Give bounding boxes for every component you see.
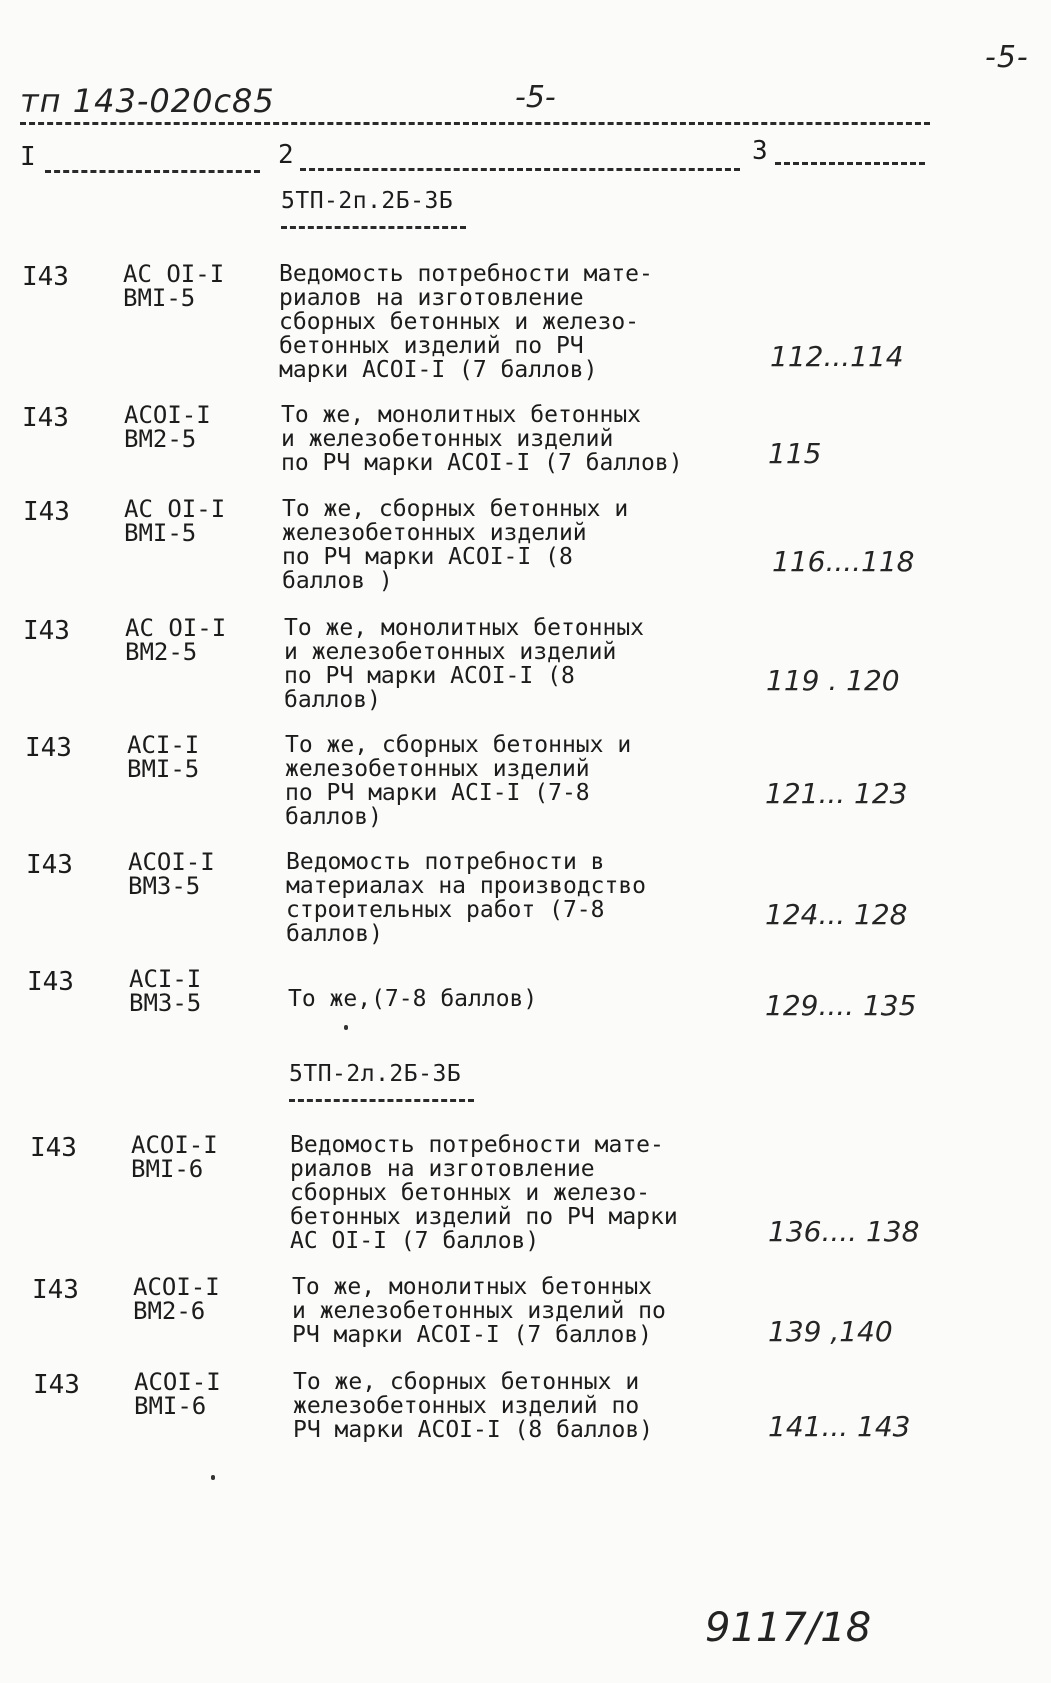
row-number: I43: [22, 262, 69, 292]
row-description: [285, 733, 631, 829]
page-number: -5-: [515, 80, 556, 115]
description-line: То же, монолитных бетонных: [281, 402, 642, 428]
description-line: Ведомость потребности мате-: [279, 261, 653, 287]
code-line: АСОI-I: [133, 1273, 220, 1301]
code-line: АС ОI-I: [125, 614, 227, 642]
code-line: АСОI-I: [124, 401, 211, 429]
row-number: I43: [30, 1133, 77, 1163]
code-line: АС ОI-I: [124, 495, 226, 523]
description-line: по РЧ марки АСОI-I (7 баллов): [281, 450, 683, 476]
column-divider: [300, 168, 740, 171]
description-line: и железобетонных изделий: [284, 639, 617, 665]
row-number: I43: [22, 403, 69, 433]
handwritten-inventory-number: 9117/18: [705, 1605, 872, 1651]
column-divider: [45, 170, 260, 173]
row-description: [292, 1275, 666, 1347]
code-line: АСI-I: [129, 965, 202, 993]
row-description: [279, 262, 653, 382]
row-number: I43: [32, 1275, 79, 1305]
description-line: баллов): [285, 804, 382, 830]
page-range: 139 ,140: [768, 1315, 893, 1348]
page-range: 112...114: [770, 340, 904, 373]
description-line: баллов ): [282, 568, 393, 594]
description-line: То же, сборных бетонных и: [293, 1369, 640, 1395]
row-number: I43: [27, 967, 74, 997]
description-line: марки АСОI-I (7 баллов): [279, 357, 598, 383]
row-code: [133, 1275, 220, 1323]
code-line: АСI-I: [127, 731, 200, 759]
row-description: [293, 1370, 653, 1442]
description-line: по РЧ марки АСI-I (7-8: [285, 780, 590, 806]
row-description: [281, 403, 683, 475]
description-line: бетонных изделий по РЧ марки: [290, 1204, 678, 1230]
corner-page-number: -5-: [985, 40, 1029, 75]
description-line: и железобетонных изделий по: [292, 1298, 666, 1324]
page-range: 141... 143: [768, 1410, 911, 1443]
code-line: ВМ2-6: [133, 1297, 206, 1325]
description-line: баллов): [286, 921, 383, 947]
description-line: Ведомость потребности мате-: [290, 1132, 664, 1158]
description-line: РЧ марки АСОI-I (8 баллов): [293, 1417, 654, 1443]
row-code: [124, 497, 225, 545]
code-line: ВМI-6: [131, 1155, 204, 1183]
code-line: АС ОI-I: [123, 260, 225, 288]
description-line: То же, монолитных бетонных: [284, 615, 645, 641]
page-range: 119 . 120: [766, 664, 900, 697]
row-code: [123, 262, 224, 310]
column-divider: [775, 162, 925, 165]
description-line: по РЧ марки АСОI-I (8: [282, 544, 573, 570]
document-code: тп 143-020с85: [20, 82, 275, 120]
row-code: [129, 967, 201, 1015]
row-code: [131, 1133, 218, 1181]
row-description: [286, 850, 646, 946]
section-underline: [281, 226, 466, 229]
code-line: ВМ3-5: [129, 989, 202, 1017]
code-line: ВМI-6: [134, 1392, 207, 1420]
scan-speck: [344, 1025, 348, 1030]
row-code: [125, 616, 226, 664]
description-line: Ведомость потребности в: [286, 849, 605, 875]
row-code: [127, 733, 199, 781]
page-range: 116....118: [772, 545, 915, 578]
row-number: I43: [33, 1370, 80, 1400]
header-divider: [20, 122, 930, 125]
description-line: То же,(7-8 баллов): [288, 986, 538, 1012]
row-code: [124, 403, 211, 451]
row-code: [128, 850, 215, 898]
description-line: железобетонных изделий: [285, 756, 590, 782]
row-number: I43: [26, 850, 73, 880]
page-range: 124... 128: [765, 898, 908, 931]
scan-speck: [211, 1475, 215, 1480]
description-line: железобетонных изделий: [282, 520, 587, 546]
row-number: I43: [25, 733, 72, 763]
description-line: строительных работ (7-8: [286, 897, 605, 923]
row-description: [288, 987, 537, 1011]
page-range: 136.... 138: [768, 1215, 920, 1248]
description-line: То же, монолитных бетонных: [292, 1274, 653, 1300]
code-line: АСОI-I: [131, 1131, 218, 1159]
row-code: [134, 1370, 221, 1418]
description-line: железобетонных изделий по: [293, 1393, 640, 1419]
description-line: То же, сборных бетонных и: [282, 496, 629, 522]
description-line: сборных бетонных и железо-: [290, 1180, 651, 1206]
row-number: I43: [23, 497, 70, 527]
code-line: ВМI-5: [124, 519, 197, 547]
column-3-number: 3: [752, 136, 768, 166]
description-line: То же, сборных бетонных и: [285, 732, 632, 758]
row-description: [282, 497, 628, 593]
code-line: АСОI-I: [128, 848, 215, 876]
row-description: [284, 616, 644, 712]
section-underline: [289, 1099, 474, 1102]
description-line: и железобетонных изделий: [281, 426, 614, 452]
section-title: 5ТП-2п.2Б-3Б: [281, 188, 454, 214]
description-line: материалах на производство: [286, 873, 647, 899]
column-2-number: 2: [278, 140, 294, 170]
description-line: сборных бетонных и железо-: [279, 309, 640, 335]
code-line: ВМI-5: [123, 284, 196, 312]
code-line: ВМ2-5: [124, 425, 197, 453]
code-line: ВМI-5: [127, 755, 200, 783]
row-description: [290, 1133, 678, 1253]
code-line: ВМ2-5: [125, 638, 198, 666]
code-line: ВМ3-5: [128, 872, 201, 900]
description-line: АС ОI-I (7 баллов): [290, 1228, 540, 1254]
row-number: I43: [23, 616, 70, 646]
description-line: бетонных изделий по РЧ: [279, 333, 584, 359]
description-line: баллов): [284, 687, 381, 713]
section-title: 5ТП-2л.2Б-3Б: [289, 1061, 462, 1087]
description-line: по РЧ марки АСОI-I (8: [284, 663, 575, 689]
page-range: 115: [768, 437, 822, 470]
code-line: АСОI-I: [134, 1368, 221, 1396]
page-range: 121... 123: [765, 777, 908, 810]
description-line: риалов на изготовление: [279, 285, 584, 311]
description-line: риалов на изготовление: [290, 1156, 595, 1182]
page-range: 129.... 135: [765, 989, 917, 1022]
column-1-number: I: [20, 142, 36, 172]
description-line: РЧ марки АСОI-I (7 баллов): [292, 1322, 653, 1348]
